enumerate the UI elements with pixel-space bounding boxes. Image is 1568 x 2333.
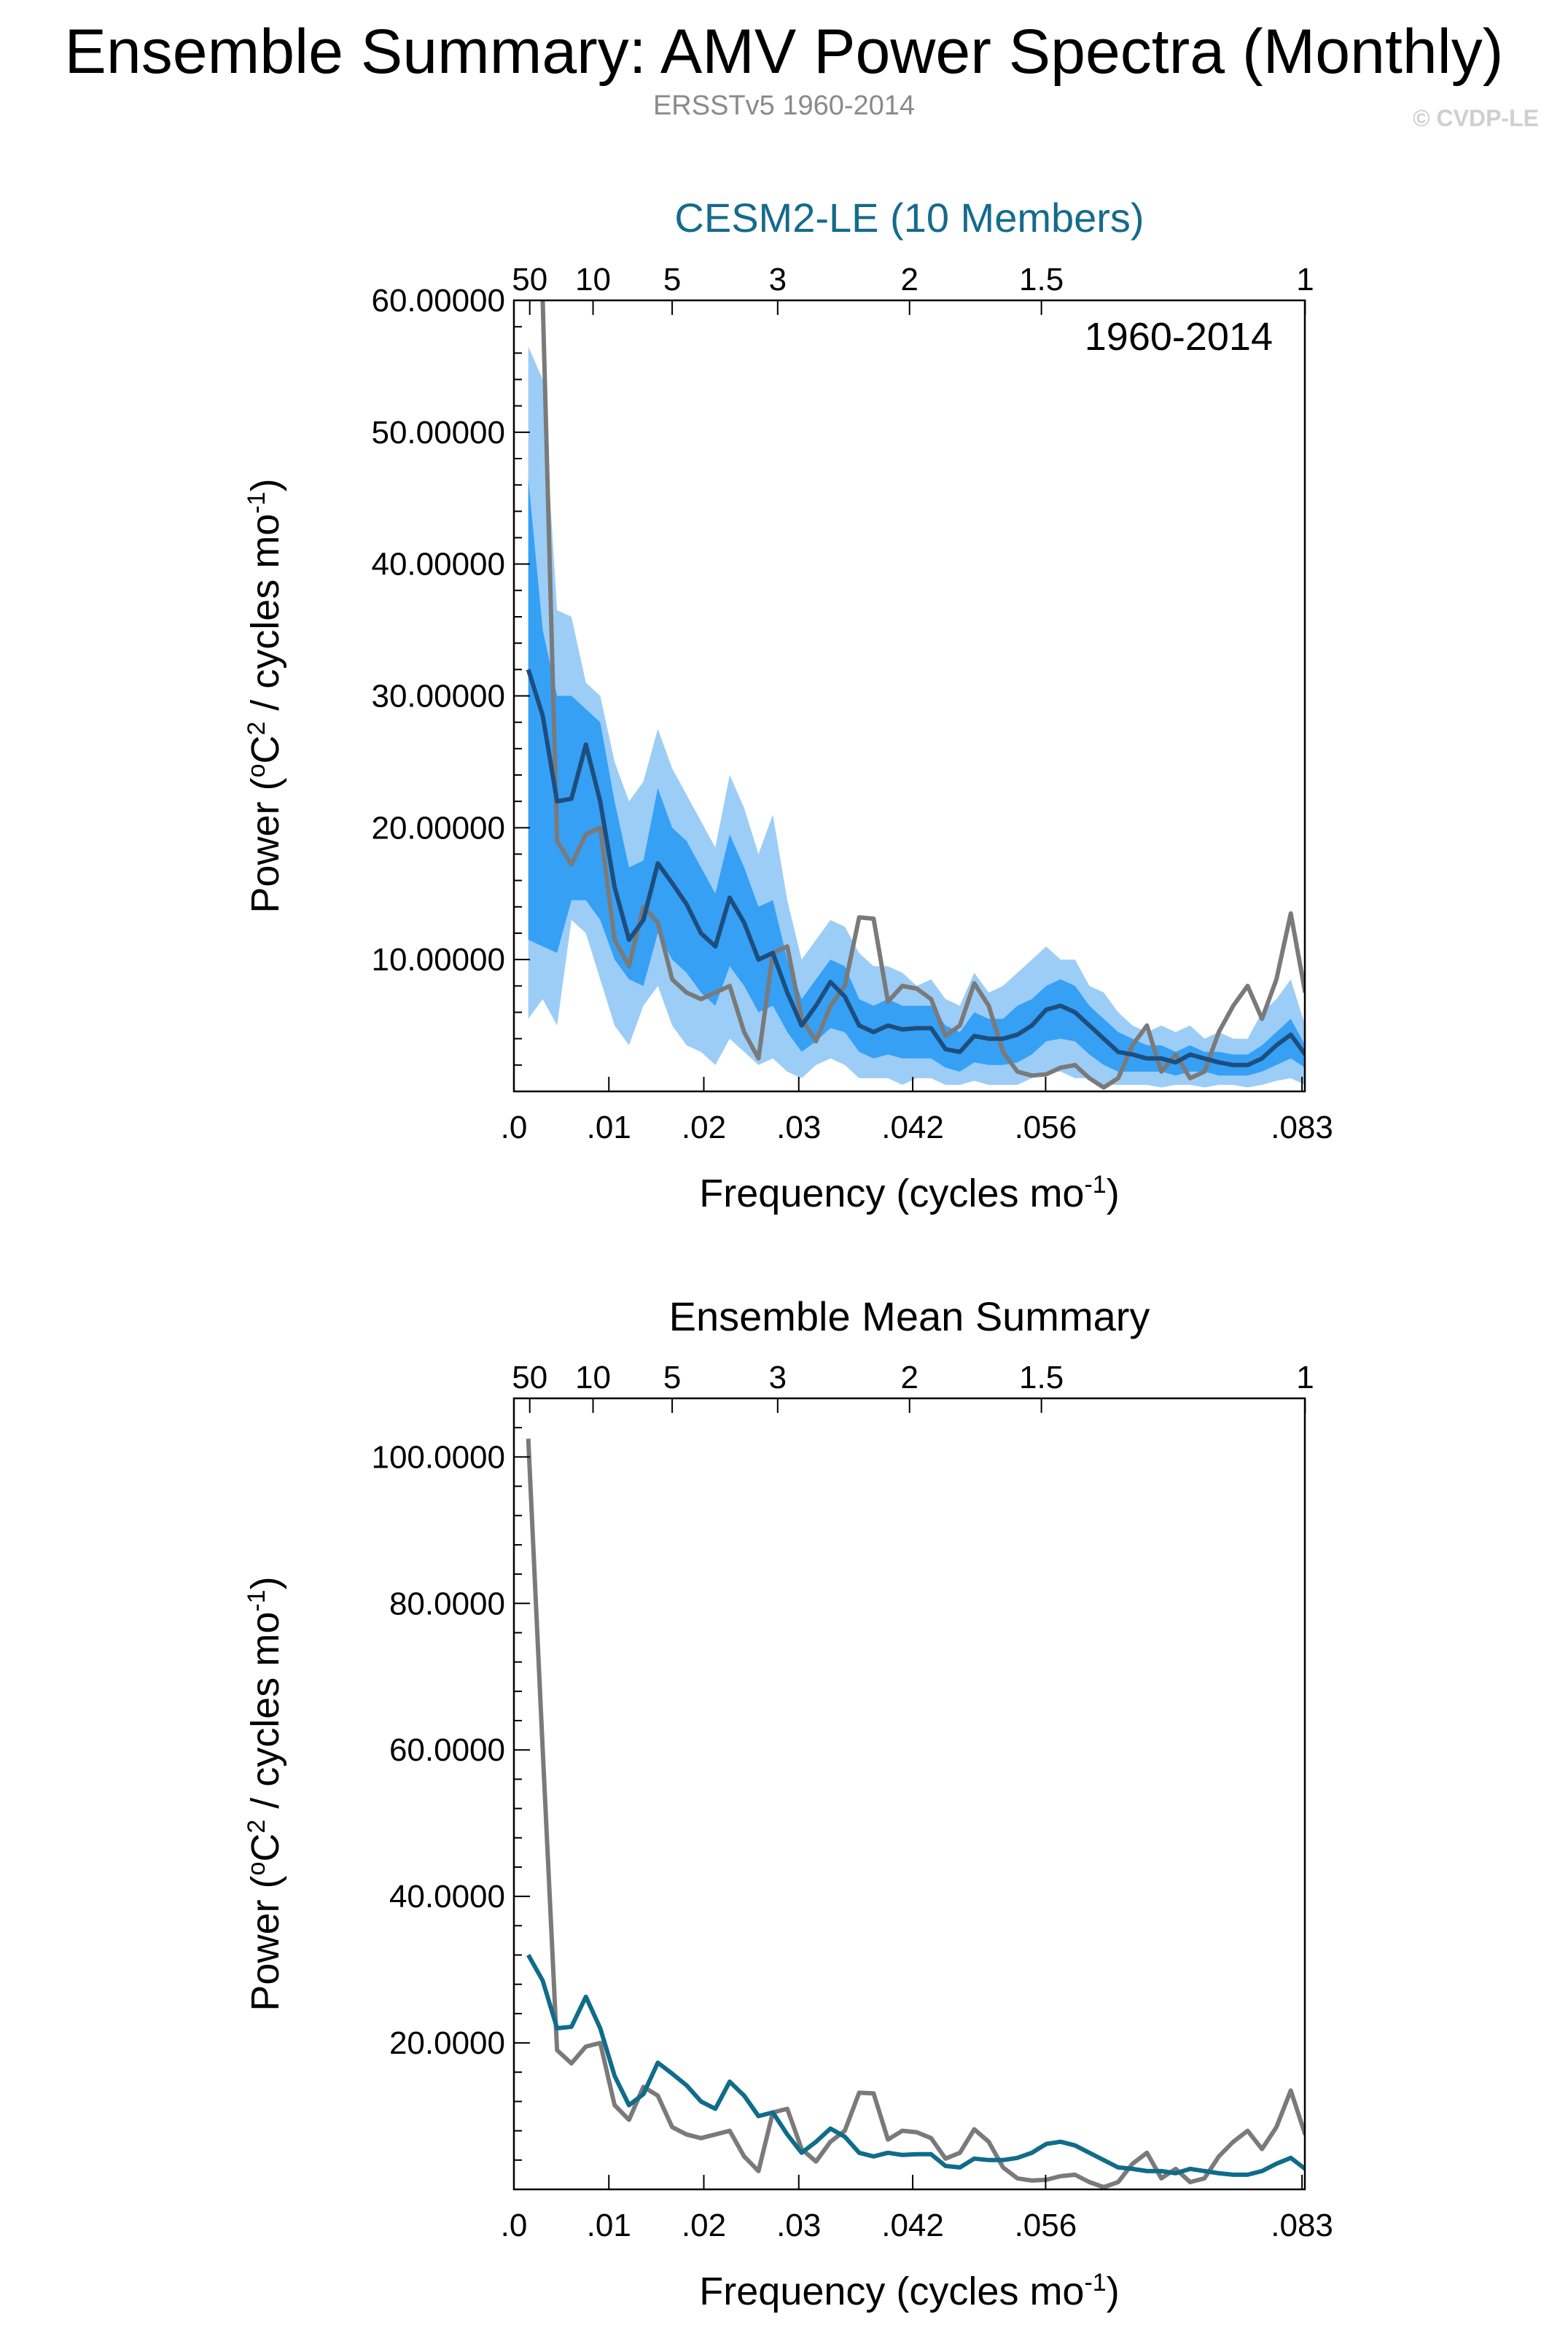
y-axis-label [243, 1576, 287, 2011]
y-axis-label-sup: -1 [243, 491, 270, 514]
y-axis-label-sup: 2 [243, 721, 270, 736]
plot-area [528, 1438, 1306, 2187]
x-tick-label: .083 [1271, 2208, 1333, 2243]
top-tick-label: 1 [1296, 262, 1314, 297]
y-tick-label: 40.00000 [371, 546, 505, 583]
copyright-label: © CVDP-LE [1413, 105, 1539, 131]
x-axis-label-end: ) [1106, 2270, 1120, 2313]
x-tick-label: .03 [776, 2208, 822, 2243]
y-axis-label-part: Power ( [243, 1875, 287, 2011]
y-tick-label: 20.0000 [389, 2025, 505, 2062]
y-axis-label-part: C [243, 1833, 287, 1862]
y-axis-label [243, 478, 287, 913]
top-tick-label: 2 [900, 1360, 918, 1395]
top-tick-label: 1.5 [1019, 262, 1064, 297]
y-axis-label-part: C [243, 735, 287, 764]
y-tick-label: 80.0000 [389, 1586, 505, 1622]
x-tick-label: .0 [500, 2208, 528, 2243]
x-tick-label: .042 [881, 1110, 944, 1145]
x-axis-label-sup: -1 [1084, 2269, 1107, 2297]
y-axis-label-sup: o [243, 1861, 270, 1876]
top-tick-label: 5 [663, 262, 682, 297]
x-tick-label: .01 [586, 1110, 631, 1145]
y-axis-label-sup: -1 [243, 1589, 270, 1612]
top-tick-label: 1 [1296, 1360, 1314, 1395]
y-tick-label: 20.00000 [371, 810, 505, 846]
y-tick-label: 60.0000 [389, 1732, 505, 1769]
y-axis-label-part: / cycles mo [243, 1611, 287, 1820]
y-axis-label-part: Power ( [243, 777, 287, 914]
period-annotation: 1960-2014 [1084, 315, 1273, 359]
y-tick-label: 10.00000 [371, 942, 505, 978]
top-tick-label: 3 [768, 1360, 787, 1395]
x-tick-label: .056 [1014, 1110, 1077, 1145]
x-tick-label: .03 [776, 1110, 822, 1145]
page-subtitle: ERSSTv5 1960-2014 [652, 90, 916, 121]
y-axis-label-sup: o [243, 763, 270, 778]
top-tick-label: 5 [663, 1360, 682, 1395]
panel-cesm2-le [243, 0, 1333, 1215]
x-axis-label-main: Frequency (cycles mo [699, 2270, 1085, 2313]
y-axis-label-part: ) [243, 1576, 287, 1590]
x-tick-label: .056 [1014, 2208, 1077, 2243]
panel-ensemble-mean-summary [243, 1293, 1333, 2313]
y-axis-label-part: / cycles mo [243, 513, 287, 722]
y-tick-label: 30.00000 [371, 678, 505, 714]
plot-area [528, 0, 1306, 1088]
top-tick-label: 1.5 [1019, 1360, 1064, 1395]
panel-title: Ensemble Mean Summary [668, 1293, 1150, 1339]
x-tick-label: .02 [681, 2208, 727, 2243]
top-tick-label: 2 [900, 262, 918, 297]
x-axis-label-main: Frequency (cycles mo [699, 1172, 1085, 1215]
x-axis-label-end: ) [1106, 1172, 1120, 1215]
x-axis-label [699, 1171, 1119, 1215]
top-tick-label: 10 [575, 1360, 612, 1395]
x-tick-label: .042 [881, 2208, 944, 2243]
y-tick-label: 60.00000 [371, 283, 505, 319]
y-tick-label: 100.0000 [371, 1439, 505, 1476]
x-tick-label: .0 [500, 1110, 528, 1145]
series-line-observations [528, 1438, 1306, 2187]
y-axis-label-part: ) [243, 478, 287, 492]
top-tick-label: 3 [768, 262, 787, 297]
y-tick-label: 50.00000 [371, 414, 505, 451]
x-tick-label: .02 [681, 1110, 727, 1145]
x-tick-label: .01 [586, 2208, 631, 2243]
top-tick-label: 50 [512, 262, 548, 297]
page-title: Ensemble Summary: AMV Power Spectra (Monthly) [64, 17, 1504, 87]
plot-frame [514, 1398, 1305, 2189]
series-line-ensemble-mean [528, 1955, 1306, 2175]
x-axis-label [699, 2269, 1119, 2313]
panel-title: CESM2-LE (10 Members) [674, 195, 1144, 241]
x-tick-label: .083 [1271, 1110, 1333, 1145]
top-tick-label: 10 [575, 262, 612, 297]
x-axis-label-sup: -1 [1084, 1171, 1107, 1199]
top-tick-label: 50 [512, 1360, 548, 1395]
y-tick-label: 40.0000 [389, 1879, 505, 1915]
y-axis-label-sup: 2 [243, 1819, 270, 1834]
